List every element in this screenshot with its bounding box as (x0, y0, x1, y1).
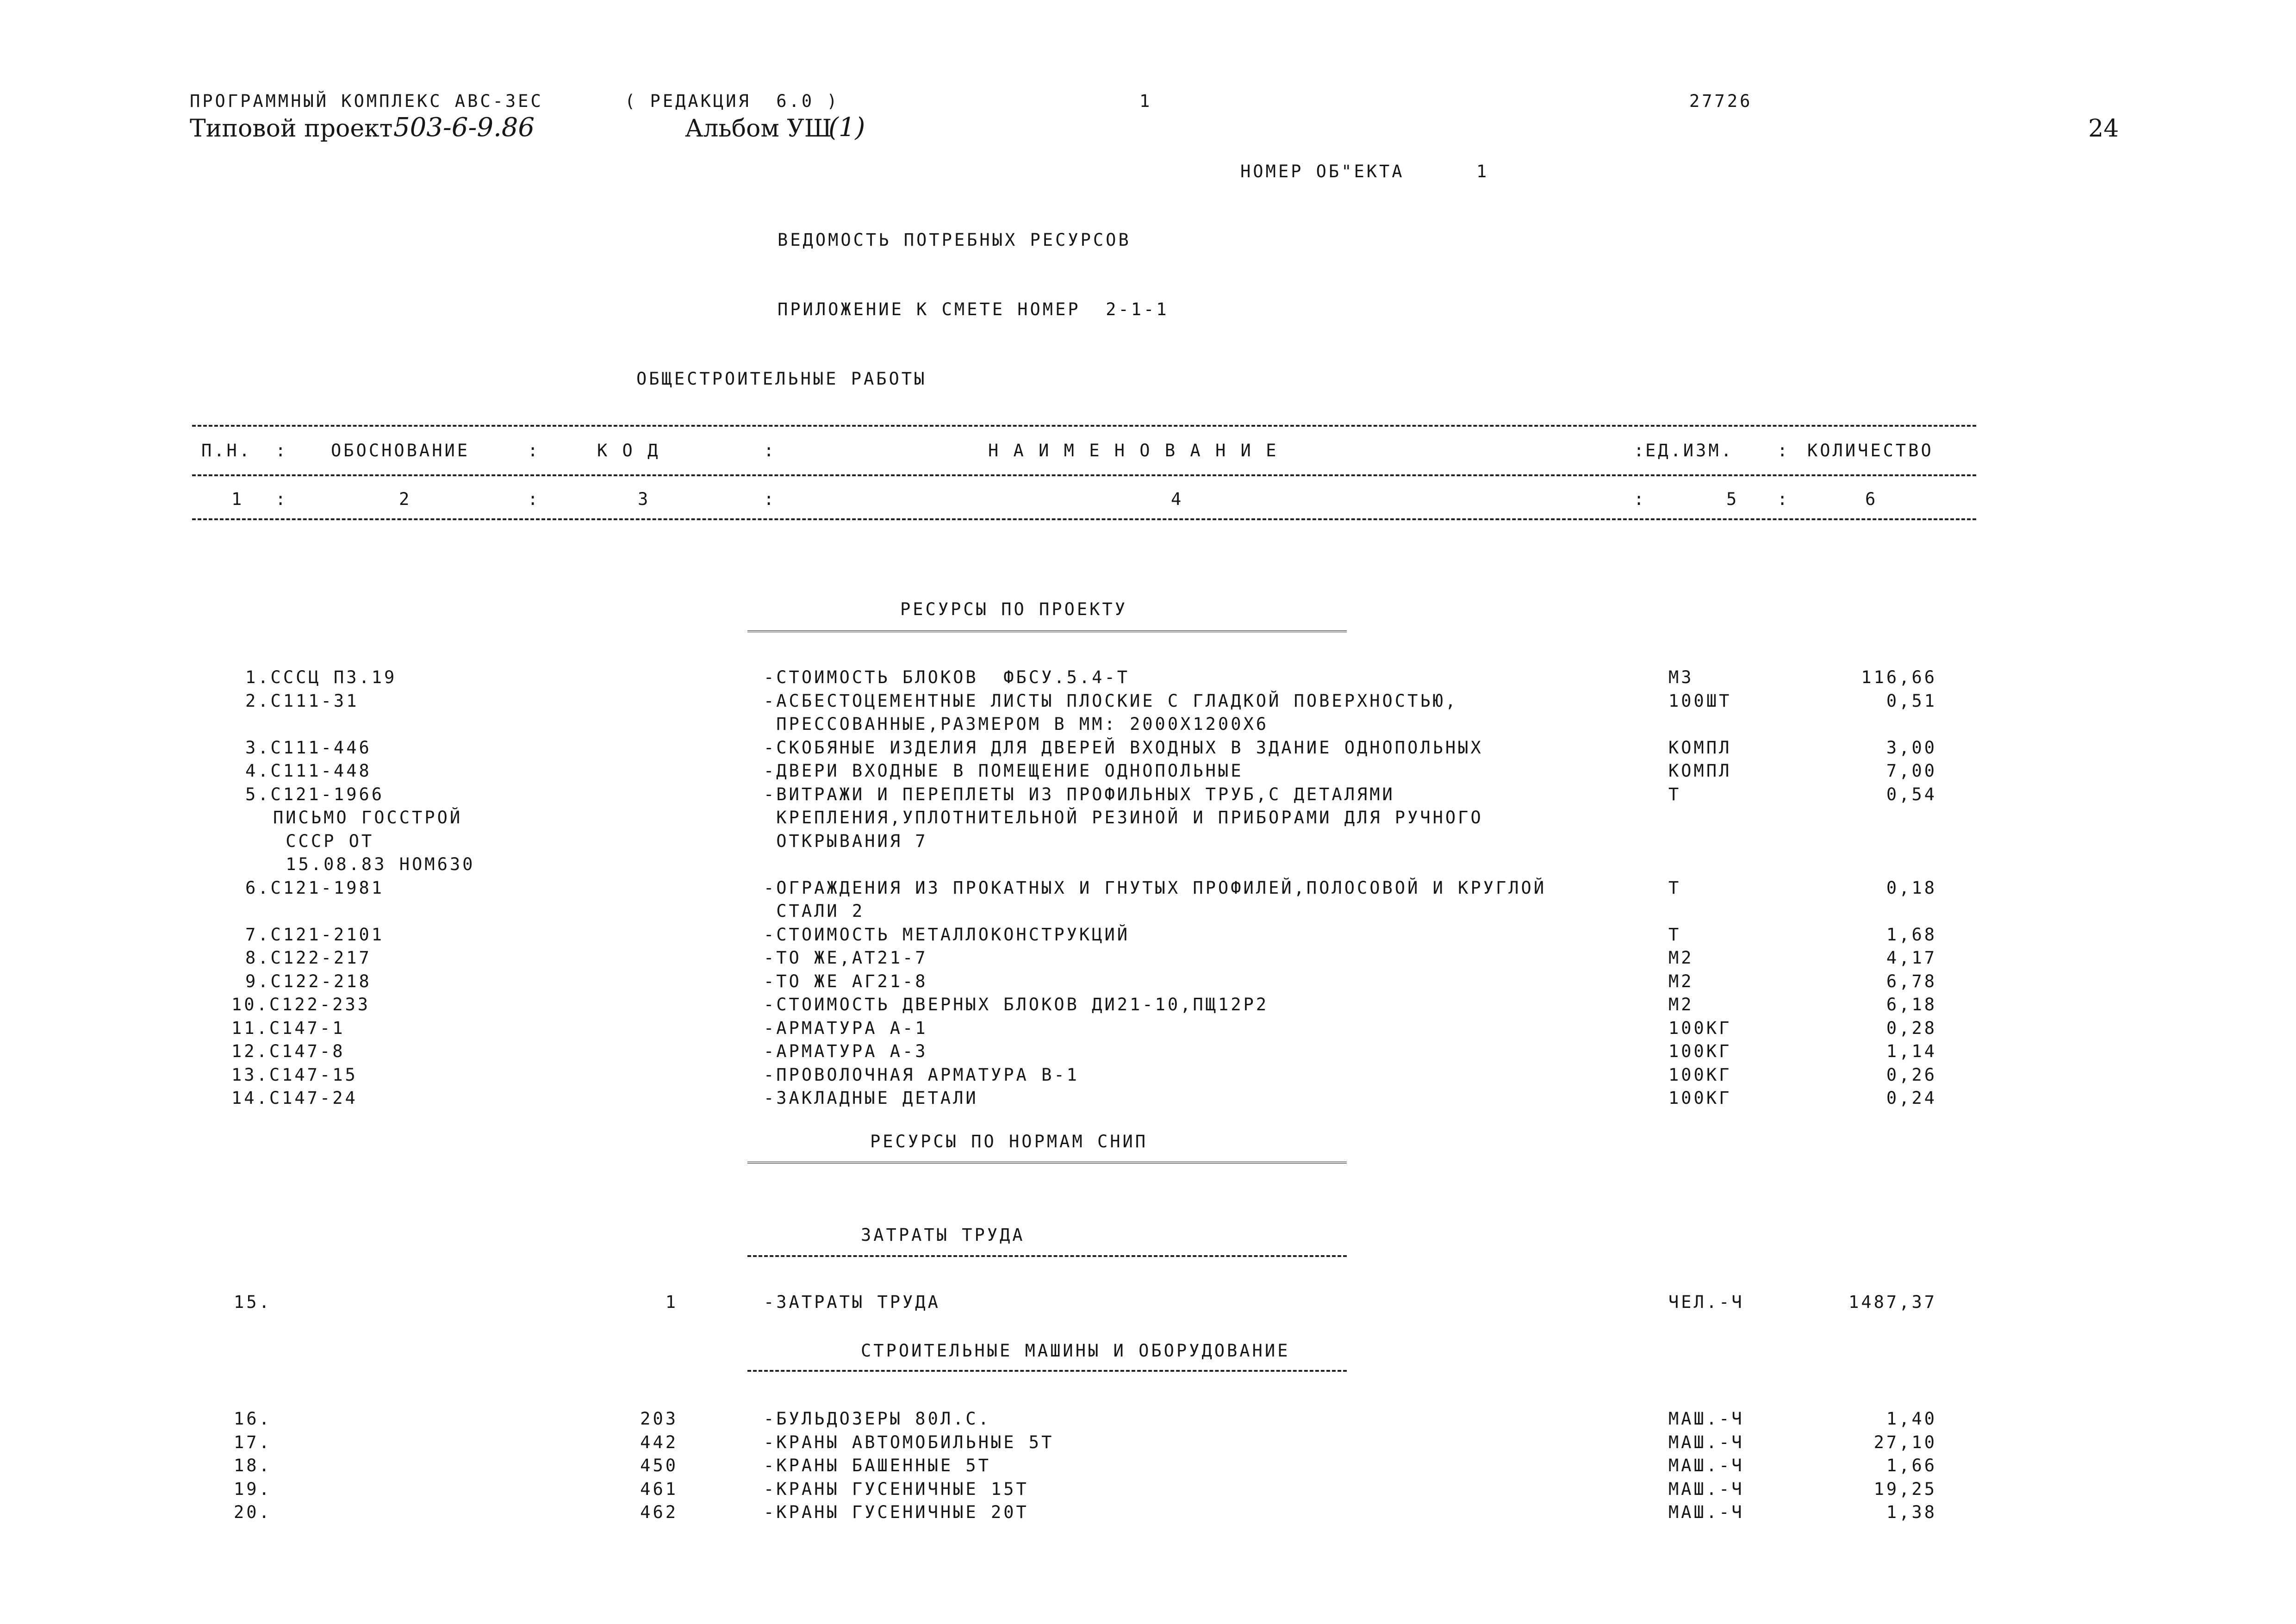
row-code: 462 (640, 1502, 678, 1522)
row-unit: Т (1668, 877, 1681, 898)
row-name-cont: ОТКРЫВАНИЯ 7 (764, 831, 928, 851)
project-number: 503-6-9.86 (393, 112, 535, 143)
row-basis: 7.С121-2101 (245, 924, 385, 945)
row-unit: Т (1668, 784, 1681, 804)
row-basis: 10.С122-233 (231, 995, 371, 1014)
row-name: -КРАНЫ АВТОМОБИЛЬНЫЕ 5Т (764, 1432, 1054, 1452)
row-code: 461 (640, 1479, 678, 1499)
row-basis: 8.С122-217 (245, 948, 372, 968)
album-label: Альбом УШ (685, 115, 832, 143)
section-labor: ЗАТРАТЫ ТРУДА (861, 1225, 1025, 1245)
row-name-cont: СТАЛИ 2 (764, 901, 865, 921)
program-name: ПРОГРАММНЫЙ КОМПЛЕКС АВС-ЗЕС (190, 91, 543, 111)
row-code: 203 (640, 1409, 678, 1429)
row-unit: МАШ.-Ч (1668, 1409, 1744, 1429)
row-name: -КРАНЫ ГУСЕНИЧНЫЕ 15Т (764, 1479, 1029, 1499)
row-unit: 100КГ (1668, 1088, 1732, 1108)
row-unit: ЧЕЛ.-Ч (1668, 1292, 1744, 1312)
row-code: 1 (665, 1292, 678, 1312)
row-unit: МАШ.-Ч (1668, 1502, 1744, 1522)
row-name: -АРМАТУРА А-1 (764, 1018, 928, 1038)
row-basis: 4.С111-448 (245, 761, 372, 781)
row-basis: 11.С147-1 (231, 1018, 345, 1038)
row-name: -ВИТРАЖИ И ПЕРЕПЛЕТЫ ИЗ ПРОФИЛЬНЫХ ТРУБ,С ДЕТАЛЯМИ (764, 784, 1395, 804)
row-qty: 6,78 (1886, 971, 1937, 991)
section-project: РЕСУРСЫ ПО ПРОЕКТУ (900, 599, 1127, 619)
row-unit: Т (1668, 924, 1681, 945)
row-qty: 1,40 (1886, 1409, 1937, 1429)
row-qty: 6,18 (1886, 995, 1937, 1014)
object-label: НОМЕР ОБ"ЕКТА (1240, 162, 1405, 181)
row-name: -ПРОВОЛОЧНАЯ АРМАТУРА В-1 (764, 1064, 1079, 1085)
row-unit: КОМПЛ (1668, 761, 1732, 781)
statement-title: ВЕДОМОСТЬ ПОТРЕБНЫХ РЕСУРСОВ (778, 230, 1131, 250)
row-qty: 1,38 (1886, 1502, 1937, 1522)
row-name-cont: КРЕПЛЕНИЯ,УПЛОТНИТЕЛЬНОЙ РЕЗИНОЙ И ПРИБОРАМИ ДЛЯ РУЧНОГО (764, 808, 1483, 828)
row-num: 15. (234, 1292, 272, 1312)
row-qty: 0,28 (1886, 1018, 1937, 1038)
row-name: -КРАНЫ БАШЕННЫЕ 5Т (764, 1456, 991, 1475)
row-qty: 0,54 (1886, 784, 1937, 804)
row-qty: 19,25 (1873, 1479, 1937, 1499)
row-unit: МАШ.-Ч (1668, 1456, 1744, 1475)
row-basis-cont: ПИСЬМО ГОССТРОЙ (273, 808, 463, 828)
row-unit: М2 (1668, 995, 1694, 1014)
row-unit: М2 (1668, 948, 1694, 968)
row-num: 16. (234, 1409, 272, 1429)
row-basis: 5.С121-1966 (245, 784, 385, 804)
row-num: 20. (234, 1502, 272, 1522)
row-qty: 0,51 (1886, 691, 1937, 711)
row-name: -СТОИМОСТЬ БЛОКОВ ФБСУ.5.4-Т (764, 667, 1130, 687)
row-num: 19. (234, 1479, 272, 1499)
edition: ( РЕДАКЦИЯ 6.0 ) (625, 91, 840, 111)
col-qty-header: КОЛИЧЕСТВО (1807, 441, 1934, 460)
row-basis-cont: СССР ОТ (273, 831, 374, 851)
row-name: -ЗАТРАТЫ ТРУДА (764, 1292, 940, 1312)
row-name-cont: ПРЕССОВАННЫЕ,РАЗМЕРОМ В ММ: 2000Х1200Х6 (764, 714, 1269, 734)
row-name: -АРМАТУРА А-3 (764, 1041, 928, 1061)
album-part: (1) (828, 112, 865, 143)
row-unit: М3 (1668, 667, 1694, 687)
section-machines: СТРОИТЕЛЬНЫЕ МАШИНЫ И ОБОРУДОВАНИЕ (861, 1341, 1290, 1361)
col-name-header: Н А И М Е Н О В А Н И Е (988, 441, 1279, 460)
row-qty: 3,00 (1886, 737, 1937, 758)
sheet-number: 1 (1139, 91, 1152, 111)
row-basis: 2.С111-31 (245, 691, 359, 711)
row-qty: 0,24 (1886, 1088, 1937, 1108)
row-basis: 12.С147-8 (231, 1041, 345, 1061)
row-name: -СТОИМОСТЬ МЕТАЛЛОКОНСТРУКЦИЙ (764, 924, 1130, 945)
row-unit: 100ШТ (1668, 691, 1732, 711)
col-num-header: П.Н. (201, 441, 252, 460)
row-name: -ОГРАЖДЕНИЯ ИЗ ПРОКАТНЫХ И ГНУТЫХ ПРОФИЛЕЙ,ПОЛОСОВОЙ И КРУГЛОЙ (764, 877, 1547, 898)
section-snip: РЕСУРСЫ ПО НОРМАМ СНИП (870, 1132, 1148, 1151)
row-unit: МАШ.-Ч (1668, 1479, 1744, 1499)
works-title: ОБЩЕСТРОИТЕЛЬНЫЕ РАБОТЫ (636, 369, 927, 389)
row-qty: 1,68 (1886, 924, 1937, 945)
page-number: 24 (2088, 115, 2119, 143)
project-label: Типовой проект (190, 115, 393, 143)
row-basis: 3.С111-446 (245, 737, 372, 758)
col-basis-header: ОБОСНОВАНИЕ (331, 441, 470, 460)
row-qty: 1487,37 (1848, 1292, 1937, 1312)
row-qty: 1,66 (1886, 1456, 1937, 1475)
row-basis: 6.С121-1981 (245, 877, 385, 898)
row-name: -СТОИМОСТЬ ДВЕРНЫХ БЛОКОВ ДИ21-10,ПЩ12Р2 (764, 995, 1269, 1014)
row-name: -ТО ЖЕ,АТ21-7 (764, 948, 928, 968)
row-unit: КОМПЛ (1668, 737, 1732, 758)
row-name: -СКОБЯНЫЕ ИЗДЕЛИЯ ДЛЯ ДВЕРЕЙ ВХОДНЫХ В ЗДАНИЕ ОДНОПОЛЬНЫХ (764, 737, 1483, 758)
row-name: -ДВЕРИ ВХОДНЫЕ В ПОМЕЩЕНИЕ ОДНОПОЛЬНЫЕ (764, 761, 1244, 781)
row-qty: 1,14 (1886, 1041, 1937, 1061)
appendix-title: ПРИЛОЖЕНИЕ К СМЕТЕ НОМЕР 2-1-1 (778, 299, 1169, 319)
col-unit-header: ЕД.ИЗМ. (1645, 441, 1734, 460)
row-basis-cont: 15.08.83 НОМ630 (273, 854, 475, 874)
row-code: 450 (640, 1456, 678, 1475)
row-qty: 7,00 (1886, 761, 1937, 781)
row-code: 442 (640, 1432, 678, 1452)
row-unit: МАШ.-Ч (1668, 1432, 1744, 1452)
document-code: 27726 (1689, 91, 1753, 111)
col-code-header: К О Д (597, 441, 660, 460)
row-name: -КРАНЫ ГУСЕНИЧНЫЕ 20Т (764, 1502, 1029, 1522)
row-unit: 100КГ (1668, 1041, 1732, 1061)
object-number: 1 (1476, 162, 1489, 181)
row-basis: 13.С147-15 (231, 1064, 358, 1085)
row-basis: 14.С147-24 (231, 1088, 358, 1108)
row-qty: 4,17 (1886, 948, 1937, 968)
row-qty: 0,26 (1886, 1064, 1937, 1085)
row-num: 18. (234, 1456, 272, 1475)
row-name: -АСБЕСТОЦЕМЕНТНЫЕ ЛИСТЫ ПЛОСКИЕ С ГЛАДКОЙ ПОВЕРХНОСТЬЮ, (764, 691, 1458, 711)
row-unit: 100КГ (1668, 1018, 1732, 1038)
row-basis: 9.С122-218 (245, 971, 372, 991)
row-basis: 1.СССЦ ПЗ.19 (245, 667, 397, 687)
row-name: -ТО ЖЕ АГ21-8 (764, 971, 928, 991)
row-name: -ЗАКЛАДНЫЕ ДЕТАЛИ (764, 1088, 978, 1108)
row-unit: М2 (1668, 971, 1694, 991)
row-name: -БУЛЬДОЗЕРЫ 80Л.С. (764, 1409, 991, 1429)
row-qty: 0,18 (1886, 877, 1937, 898)
row-unit: 100КГ (1668, 1064, 1732, 1085)
row-qty: 116,66 (1861, 667, 1937, 687)
row-num: 17. (234, 1432, 272, 1452)
row-qty: 27,10 (1873, 1432, 1937, 1452)
